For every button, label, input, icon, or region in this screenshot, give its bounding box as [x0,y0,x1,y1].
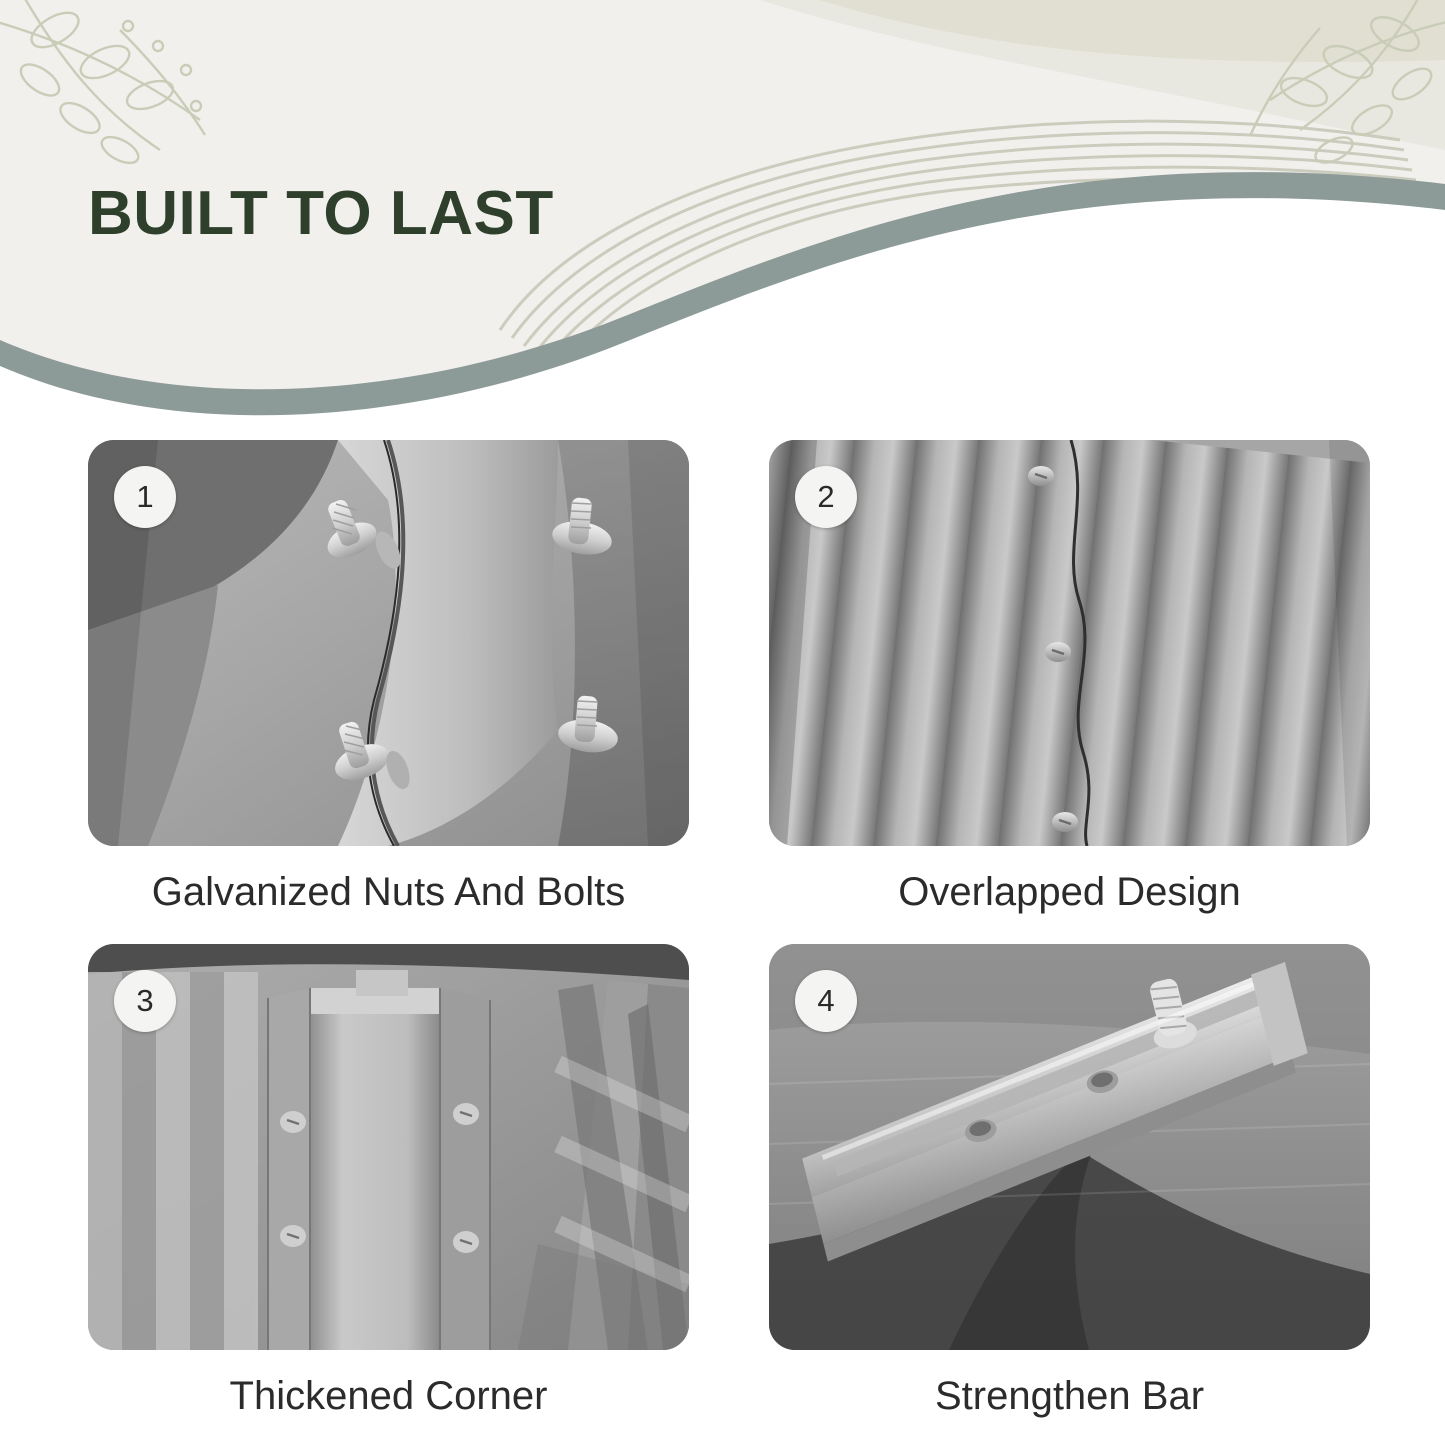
photo-illustration-1 [88,440,689,846]
feature-badge-4: 4 [795,970,857,1032]
feature-badge-2: 2 [795,466,857,528]
feature-badge-3: 3 [114,970,176,1032]
feature-caption-2: Overlapped Design [898,870,1241,914]
feature-caption-1: Galvanized Nuts And Bolts [151,870,626,914]
photo-illustration-4 [769,944,1370,1350]
feature-photo-strengthen-bar [769,944,1370,1350]
page-title: BUILT TO LAST [88,179,554,248]
feature-card-3 [88,944,689,1418]
header-banner [0,0,1445,420]
feature-photo-overlapped-design [769,440,1370,846]
feature-badge-1: 1 [114,466,176,528]
feature-photo-thickened-corner [88,944,689,1350]
feature-card-4 [769,944,1370,1418]
feature-card-2 [769,440,1370,914]
feature-caption-4: Strengthen Bar [934,1374,1205,1418]
feature-photo-galvanized-nuts-and-bolts [88,440,689,846]
photo-illustration-3 [88,944,689,1350]
photo-illustration-2 [769,440,1370,846]
feature-grid [0,440,1445,1418]
feature-card-1 [88,440,689,914]
feature-caption-3: Thickened Corner [229,1374,548,1418]
